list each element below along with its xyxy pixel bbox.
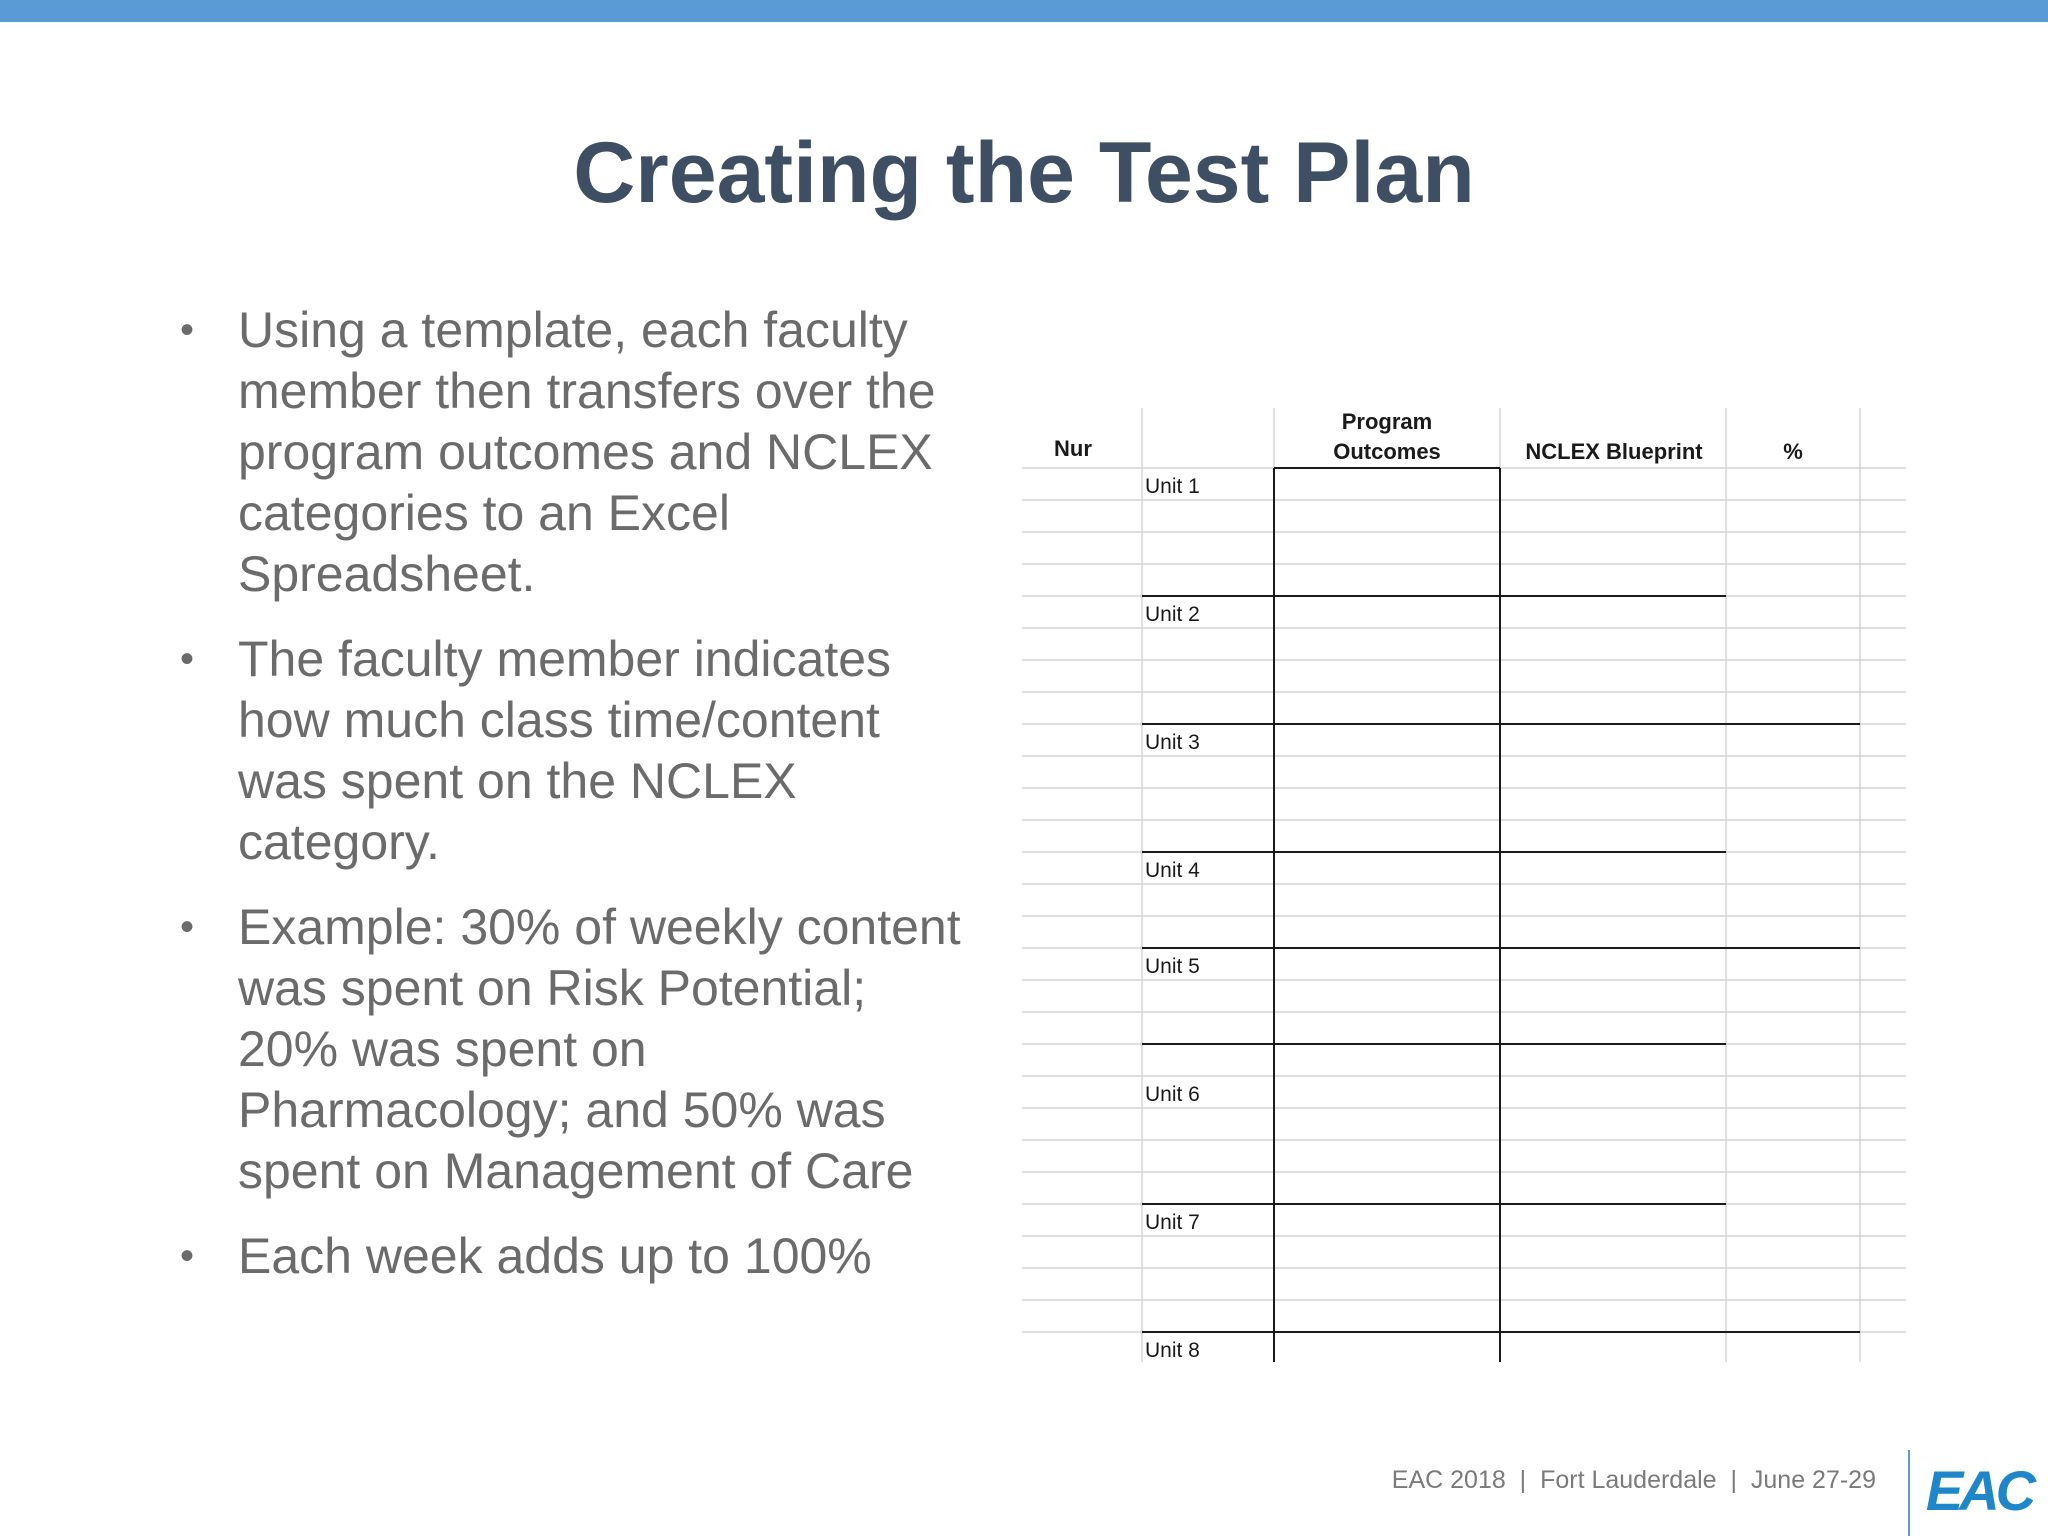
bullet-text: The faculty member indicates how much class time/content was spent on the NCLEX category. xyxy=(238,631,892,870)
footer-location: Fort Lauderdale xyxy=(1540,1466,1717,1494)
footer-divider xyxy=(1908,1450,1910,1536)
bullet-dot-icon: • xyxy=(180,308,195,352)
bullet-item xyxy=(170,1226,970,1287)
header-percent: % xyxy=(1783,439,1803,464)
header-nur: Nur xyxy=(1054,436,1092,461)
footer-text xyxy=(1392,1466,1876,1495)
bullet-dot-icon: • xyxy=(180,1234,195,1278)
bullet-item xyxy=(170,300,970,605)
bullet-item xyxy=(170,629,970,873)
unit-label: Unit 5 xyxy=(1145,955,1200,978)
header-outcomes: Outcomes xyxy=(1333,439,1441,464)
eac-logo-text: EAC xyxy=(1925,1459,2033,1522)
footer-separator: | xyxy=(1519,1466,1527,1494)
footer-dates: June 27-29 xyxy=(1750,1466,1876,1494)
bullet-dot-icon: • xyxy=(180,905,195,949)
eac-logo xyxy=(1925,1456,2033,1522)
unit-label: Unit 3 xyxy=(1145,731,1200,754)
bullet-item xyxy=(170,897,970,1202)
unit-label: Unit 4 xyxy=(1145,859,1200,882)
header-nclex-blueprint: NCLEX Blueprint xyxy=(1525,439,1703,464)
footer-event: EAC 2018 xyxy=(1391,1466,1506,1494)
unit-label: Unit 8 xyxy=(1145,1339,1200,1362)
top-accent-bar xyxy=(0,0,2048,22)
unit-label: Unit 2 xyxy=(1145,603,1200,626)
spreadsheet-template xyxy=(1022,406,1906,1362)
unit-label: Unit 7 xyxy=(1145,1211,1200,1234)
unit-label: Unit 6 xyxy=(1145,1083,1200,1106)
unit-label: Unit 1 xyxy=(1145,475,1200,498)
bullet-list xyxy=(170,300,970,1311)
footer-separator: | xyxy=(1730,1466,1737,1494)
bullet-text: Example: 30% of weekly content was spent on Risk Potential; 20% was spent on Pharmacology; and 50% was spent on Management of Care xyxy=(238,899,961,1199)
spreadsheet-grid xyxy=(1022,406,1906,1362)
bullet-text: Each week adds up to 100% xyxy=(238,1228,872,1284)
header-program: Program xyxy=(1341,409,1433,434)
bullet-dot-icon: • xyxy=(180,637,195,681)
slide-title: Creating the Test Plan xyxy=(573,125,1475,221)
bullet-text: Using a template, each faculty member then transfers over the program outcomes and NCLEX categories to an Excel Spreadsheet. xyxy=(238,302,936,602)
